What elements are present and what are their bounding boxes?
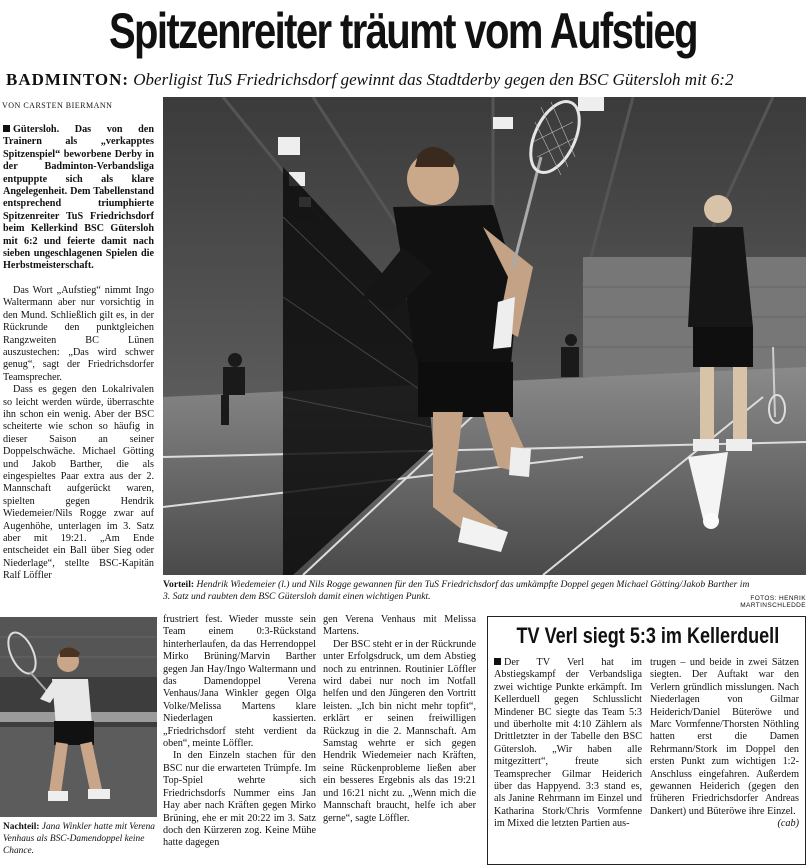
byline: VON CARSTEN BIERMANN <box>2 101 113 110</box>
paragraph: Dass es gegen den Lokalrivalen so leicht werden würde, überraschte ihn schon ein wenig. Aber der BSC scheiterte wie schon so häufig in dieser Saison an seiner Doppelschwäche. Michael Götting und Jakob Barther, die als eingespieltes Paar extra aus der 2. Mannschaft aufgerückt waren, spielten gegen Hendrik Wiedemeier/Nils Rogge zwar auf Augenhöhe, unterlagen im 3. Satz aber mit 19:21. „Am Ende entscheidet ein Ball über Sieg oder Niederlage“, stellte BSC-Kapitän Ralf Löffler <box>3 384 154 582</box>
paragraph: gen Verena Venhaus mit Melissa Martens. <box>323 614 476 638</box>
badminton-player-photo <box>0 617 157 817</box>
article-lead: Gütersloh. Das von den Trainern als „verkapptes Spitzenspiel“ beworbene Derby in der Badminton-Verbandsliga entpuppte sich als klare Angelegenheit. Dem Tabellenstand entsprechend triumphierte Spitzenreiter TuS Friedrichsdorf beim Kellerkind BSC Gütersloh mit 6:2 und feierte damit nach sieben ungeschlagenen Spielen die Herbstmeisterschaft. <box>3 124 154 272</box>
badminton-doubles-photo <box>163 97 806 575</box>
subheadline <box>6 70 806 90</box>
subheadline-text: Oberligist TuS Friedrichsdorf gewinnt das Stadtderby gegen den BSC Gütersloh mit 6:2 <box>133 70 734 89</box>
paragraph: frustriert fest. Wieder musste sein Team einem 0:3-Rückstand hinterherlaufen, da das Herrendoppel Mirko Brüning/Marvin Barther gegen Jan Hay/Ingo Waltermann und das Damendoppel Verena Venhaus/Jana Winkler gegen Olga Volke/Melissa Martens klare Niederlagen kassierten. „Friedrichsdorf steht verdient da oben“, meinte Löffler. <box>163 614 316 750</box>
paragraph-marker-icon <box>3 125 10 132</box>
sidebar-text: Der TV Verl hat im Abstiegskampf der Verbandsliga zwei wichtige Punkte erkämpft. Im Kellerduell gegen Schlusslicht Mindener BC siegte das Team 5:3 und überholte mit 4:10 Zählern als Drittletzter in der Tabelle den BSC Gütersloh. „Wir haben alle mitgezittert“, freute sich Teamsprecher Gilmar Heiderich über das Happyend. 3:3 stand es, als Janine Rehrmann im Einzel und Katharina Stork/Chris Vormfenne im Mixed die letzten Partien aus- <box>494 657 642 830</box>
headline: Spitzenreiter träumt vom Aufstieg <box>108 3 698 59</box>
small-photo <box>0 617 157 817</box>
article-column-3 <box>323 614 476 866</box>
paragraph: Das Wort „Aufstieg“ nimmt Ingo Waltermann aber nur vorsichtig in den Mund. Schließlich gilt es, in der Rückrunde den punktgleichen Rangzweiten BC Lünen auszustechen: „Das wird schwer genug“, sagt der Friedrichsdorfer Teamsprecher. <box>3 284 154 383</box>
main-photo <box>163 97 806 575</box>
article-column-2 <box>163 614 316 866</box>
sidebar-column-2 <box>650 657 799 862</box>
caption-label: Nachteil: <box>3 822 40 832</box>
paragraph: trugen – und beide in zwei Sätzen siegten. Der Auftakt war den Verlern gründlich misslungen. Nach Niederlagen von Gilmar Heiderich/Daniel Büteröwe und Marc Vormfenne/Thorsten Nöthling hatten erst die Damen Rehrmann/Stork im Doppel den ersten Punkt zum wichtigen 1:2-Anschluss eingefahren. Außerdem gewannen Heiderich (gegen den früheren Friedrichsdorfer Andreas Dankert) und Büteröwe ihre Einzel. <box>650 657 799 817</box>
main-photo-caption <box>163 579 753 603</box>
sidebar-column-1 <box>494 657 642 862</box>
paragraph: Der BSC steht er in der Rückrunde unter Erfolgsdruck, um dem Abstieg noch zu entrinnen. Routinier Löffler wird dabei nur noch im Notfall helfen und den Jüngeren den Vortritt leisten. „Ich bin nicht mehr topfit“, erklärt er seinen freiwilligen Rückzug in die 2. Mannschaft. Am Samstag wehrte er sich gegen Hendrik Wiedemeier nach Kräften, seine Rückenprobleme ließen aber ein besseres Ergebnis als das 19:21 und 16:21 nicht zu. „Wenn mich die Mannschaft braucht, helfe ich aber gerne“, sagte Löffler. <box>323 638 476 824</box>
small-photo-caption <box>3 821 155 858</box>
paragraph-marker-icon <box>494 658 501 665</box>
caption-label: Vorteil: <box>163 579 195 590</box>
article-column-1 <box>3 124 154 606</box>
caption-text: Hendrik Wiedemeier (l.) und Nils Rogge gewannen für den TuS Friedrichsdorf das umkämpfte Doppel gegen Michael Götting/Jakob Barther im 3. Satz und raubten dem BSC Gütersloh damit einen wichtigen Punkt. <box>163 579 750 602</box>
sidebar-sign: (cab) <box>777 818 799 830</box>
kicker: BADMINTON: <box>6 70 130 89</box>
paragraph: In den Einzeln stachen für den BSC nur die erwarteten Trümpfe. Im Top-Spiel wehrte sich Friedrichsdorfs Nummer eins Jan Hay aber nach Kräften gegen Mirko Brüning, ehe er mit 20:22 im 3. Satz doch den Kürzeren zog. Keine Mühe hatte dagegen <box>163 750 316 849</box>
sidebar-box <box>487 616 806 865</box>
sidebar-title: TV Verl siegt 5:3 im Kellerduell <box>516 623 780 648</box>
caption-text: Jana Winkler hatte mit Verena Venhaus als BSC-Damendoppel keine Chance. <box>3 822 155 857</box>
photo-credit: FOTOS: HENRIK MARTINSCHLEDDE <box>740 595 806 609</box>
